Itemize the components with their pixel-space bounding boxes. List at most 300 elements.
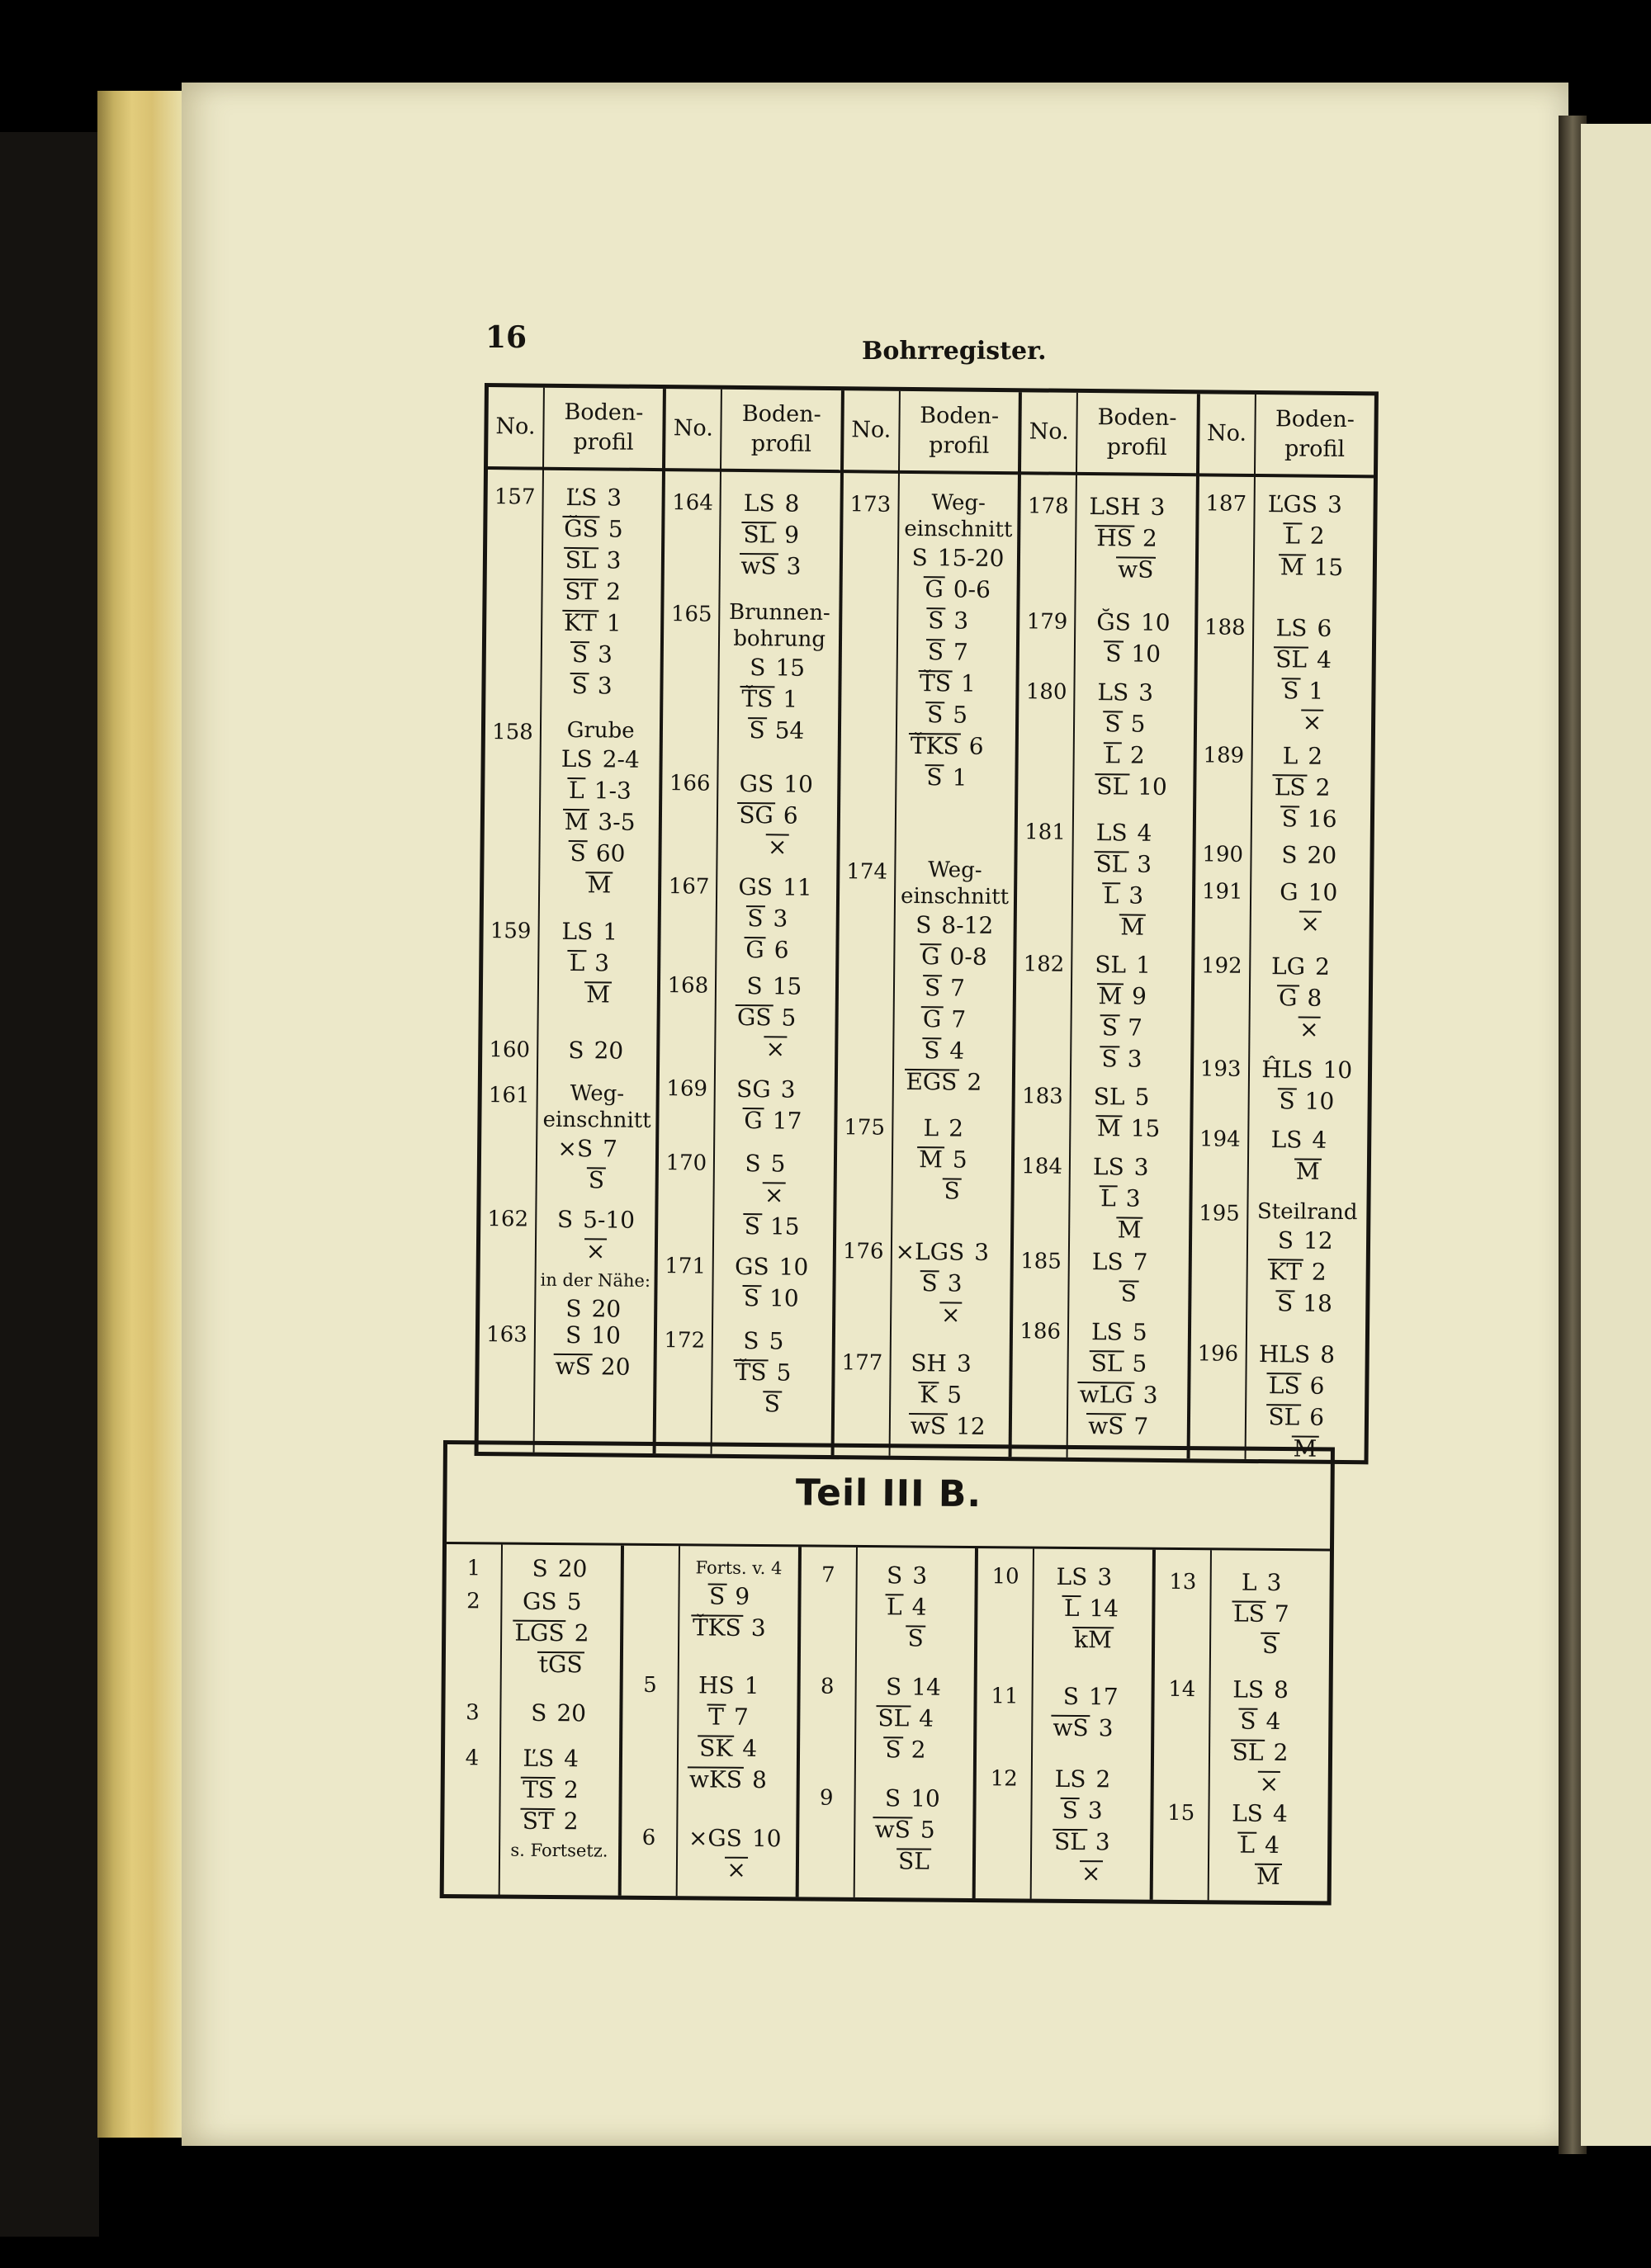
profile-layer: [523, 1774, 597, 1807]
layer-symbol: G: [744, 1105, 763, 1136]
layer-symbol: M: [1256, 1861, 1280, 1892]
profile-layer: [875, 1814, 953, 1846]
layer-thickness: 3: [597, 672, 613, 700]
layer-symbol: S: [1279, 1085, 1295, 1117]
soil-profile: [1251, 1198, 1364, 1320]
profile-layer: [708, 1702, 767, 1734]
layer-symbol: ×: [1299, 1014, 1319, 1046]
profile-note: einschnitt: [904, 516, 1013, 543]
profile-layer: [928, 605, 987, 637]
profile-layer: [1118, 1214, 1142, 1245]
soil-profile: [1079, 607, 1191, 670]
layer-symbol: LS: [1233, 1599, 1265, 1630]
soil-profile: [894, 1348, 1006, 1443]
profile-layer: [561, 916, 636, 948]
profile-column: [1068, 393, 1197, 1458]
layer-symbol: S: [532, 1554, 548, 1582]
number-body: [1156, 1550, 1210, 1826]
profile-column: [535, 388, 664, 1453]
profile-layer: [1256, 1861, 1280, 1892]
profile-layer: [749, 715, 808, 747]
layer-symbol: M: [586, 979, 610, 1010]
layer-thickness: 1: [744, 1671, 759, 1700]
profile-layer: [699, 1732, 775, 1765]
layer-symbol: S: [747, 903, 764, 934]
layer-thickness: 5: [770, 1150, 786, 1178]
profile-layer: [1096, 522, 1176, 555]
layer-thickness: 6: [968, 732, 984, 760]
profile-layer: [1259, 1769, 1279, 1800]
table-column: [798, 1547, 978, 1898]
soil-profile: [721, 768, 834, 863]
profile-layer: [898, 1845, 930, 1877]
layer-symbol: S: [572, 639, 589, 670]
teil-3b-columns: [444, 1542, 1330, 1901]
layer-symbol: LS: [1056, 1562, 1088, 1591]
layer-thickness: 2: [1315, 773, 1331, 801]
layer-thickness: 3: [912, 1562, 928, 1590]
layer-thickness: 4: [1264, 1831, 1280, 1859]
layer-symbol: ŤKS: [911, 730, 959, 763]
layer-symbol: SL: [1275, 644, 1307, 675]
soil-profile: [1074, 1081, 1186, 1145]
layer-thickness: 7: [1133, 1248, 1148, 1276]
layer-thickness: 20: [557, 1555, 588, 1583]
layer-symbol: S: [709, 1581, 725, 1613]
layer-thickness: 15: [1313, 553, 1344, 581]
layer-thickness: 6: [783, 801, 798, 829]
layer-thickness: 3: [1095, 1828, 1110, 1856]
layer-symbol: LS: [1091, 1248, 1124, 1276]
profile-layer: [1269, 1256, 1345, 1288]
layer-symbol: GS: [739, 769, 774, 798]
layer-symbol: M: [1097, 1113, 1121, 1144]
header-profile: Boden- profil: [721, 390, 840, 473]
soil-profile: [897, 857, 1011, 1099]
layer-symbol: L: [569, 947, 584, 979]
layer-symbol: S: [744, 1283, 760, 1314]
layer-thickness: 8-12: [941, 911, 994, 939]
bore-number: 180: [1025, 679, 1067, 705]
profile-body: [503, 1545, 621, 1861]
layer-symbol: LG: [1270, 952, 1306, 980]
bore-number: 165: [670, 602, 712, 627]
layer-thickness: 5: [920, 1816, 935, 1844]
profile-layer: [1232, 1675, 1307, 1707]
layer-symbol: KT: [564, 607, 597, 639]
profile-note: Grube: [566, 717, 635, 744]
layer-symbol: M: [1296, 1155, 1320, 1187]
layer-thickness: 10: [778, 1253, 809, 1281]
layer-symbol: LS: [1092, 1153, 1124, 1181]
layer-symbol: G: [923, 1004, 942, 1035]
profile-layer: [1093, 1151, 1167, 1184]
layer-symbol: ×: [726, 1855, 746, 1886]
layer-symbol: S: [885, 1734, 901, 1765]
profile-body: [858, 1547, 976, 1875]
profile-layer: [944, 1175, 960, 1207]
layer-symbol: SL: [743, 519, 774, 550]
profile-body: [1212, 1550, 1330, 1890]
bore-number: 158: [491, 720, 533, 745]
bore-number: 172: [664, 1328, 706, 1354]
layer-thickness: 2: [1273, 1738, 1289, 1767]
layer-thickness: 3: [597, 640, 613, 669]
layer-symbol: wS: [740, 550, 777, 582]
profile-layer: [589, 1165, 605, 1196]
soil-profile: [860, 1560, 972, 1655]
bore-number: 1: [466, 1556, 481, 1581]
layer-symbol: S: [750, 654, 766, 682]
soil-profile: [1037, 1681, 1148, 1745]
layer-thickness: 6: [1309, 1403, 1325, 1431]
profile-layer: [1054, 1826, 1128, 1859]
layer-thickness: 1: [603, 918, 618, 946]
layer-thickness: 3: [1142, 1381, 1158, 1409]
soil-profile: [858, 1783, 970, 1878]
layer-thickness: 7: [733, 1703, 749, 1731]
profile-layer: [911, 730, 1002, 763]
layer-thickness: 5: [769, 1327, 784, 1355]
layer-thickness: 3: [1097, 1563, 1113, 1591]
bore-number: 161: [488, 1083, 530, 1108]
profile-layer: [1102, 1012, 1161, 1044]
bore-number: 169: [666, 1076, 708, 1102]
profile-layer: [693, 1612, 784, 1644]
soil-profile: [1213, 1798, 1325, 1892]
layer-thickness: 14: [1089, 1595, 1119, 1623]
bore-number: 181: [1024, 820, 1066, 845]
profile-layer: [764, 1388, 780, 1420]
bore-number: 174: [846, 859, 888, 885]
layer-thickness: 4: [949, 1037, 965, 1065]
layer-thickness: 4: [1137, 819, 1152, 847]
profile-layer: [878, 1703, 952, 1735]
layer-thickness: 6: [1317, 614, 1332, 642]
profile-layer: [1101, 1043, 1161, 1075]
layer-symbol: ×: [1303, 707, 1322, 739]
profile-column: [500, 1545, 621, 1896]
layer-symbol: S: [925, 972, 941, 1004]
profile-column: [1209, 1550, 1330, 1901]
layer-symbol: wS: [1118, 554, 1154, 585]
profile-layer: [1239, 1830, 1298, 1862]
layer-symbol: S: [1121, 1278, 1138, 1309]
layer-thickness: 60: [595, 839, 626, 867]
profile-layer: [745, 934, 807, 966]
layer-thickness: 12: [1303, 1226, 1333, 1254]
layer-symbol: T: [708, 1702, 724, 1733]
layer-thickness: 3: [1266, 1568, 1282, 1596]
soil-profile: [1252, 1054, 1365, 1117]
profile-layer: [1097, 1113, 1164, 1145]
profile-layer: [747, 903, 807, 935]
soil-profile: [542, 916, 655, 1011]
table-column: [976, 1548, 1156, 1900]
profile-layer: [565, 545, 640, 577]
layer-thickness: 7: [602, 1135, 618, 1163]
layer-symbol: S: [749, 715, 765, 746]
layer-thickness: 3: [1125, 1184, 1141, 1212]
profile-layer: [1094, 1081, 1168, 1113]
soil-profile: [896, 1113, 1008, 1207]
profile-layer: [1303, 707, 1322, 739]
layer-symbol: wKS: [689, 1764, 742, 1796]
profile-layer: [768, 831, 788, 862]
layer-thickness: 8: [1320, 1340, 1336, 1368]
profile-layer: [886, 1671, 944, 1703]
soil-profile: [722, 599, 835, 747]
layer-symbol: ×: [586, 1236, 606, 1267]
layer-symbol: wS: [556, 1351, 592, 1382]
header-profile: Boden- profil: [900, 391, 1019, 475]
layer-symbol: S: [921, 1268, 938, 1299]
layer-symbol: S: [1102, 1012, 1119, 1043]
profile-layer: [744, 1283, 803, 1315]
bore-number: 14: [1168, 1676, 1196, 1703]
profile-note: Forts. v. 4: [695, 1557, 783, 1579]
table-column: [621, 1546, 801, 1897]
layer-symbol: LS: [1269, 1370, 1300, 1401]
profile-layer: [744, 1105, 806, 1137]
profile-layer: [556, 1351, 635, 1383]
bore-number: 170: [665, 1151, 707, 1176]
soil-profile: [542, 1035, 654, 1067]
layer-thickness: 3: [1150, 493, 1166, 521]
layer-symbol: L: [923, 1114, 939, 1142]
layer-thickness: 2: [1129, 741, 1145, 769]
profile-note: Weg-: [570, 1081, 625, 1107]
profile-layer: [569, 775, 632, 807]
soil-profile: [545, 482, 659, 702]
profile-note: bohrung: [733, 626, 826, 652]
profile-note: in der Nähe:: [540, 1269, 651, 1291]
layer-thickness: 3: [1128, 881, 1144, 910]
profile-layer: [1118, 554, 1154, 585]
profile-layer: [1090, 1348, 1165, 1380]
layer-symbol: G: [745, 934, 764, 966]
layer-thickness: 4: [1272, 1799, 1288, 1828]
profile-layer: [1062, 1795, 1121, 1827]
layer-thickness: 2: [911, 1736, 926, 1764]
layer-symbol: LS: [1275, 772, 1306, 803]
layer-symbol: ĤLS: [1261, 1056, 1313, 1084]
soil-profile: [719, 971, 831, 1065]
bore-number: 175: [844, 1115, 886, 1141]
layer-thickness: 5: [1134, 1083, 1150, 1111]
layer-thickness: 4: [919, 1704, 934, 1732]
profile-note: Weg-: [931, 490, 986, 516]
layer-thickness: 5: [1130, 710, 1146, 738]
layer-thickness: 9: [1131, 982, 1147, 1010]
profile-layer: [911, 542, 1004, 574]
layer-symbol: wS: [1088, 1410, 1124, 1442]
profile-column: [890, 391, 1019, 1457]
profile-layer: [885, 1783, 944, 1815]
layer-symbol: ĽGS: [1267, 490, 1318, 518]
layer-thickness: 15: [772, 972, 802, 1000]
profile-layer: [1284, 520, 1343, 552]
soil-profile: [900, 489, 1015, 794]
layer-symbol: wS: [1053, 1713, 1088, 1744]
profile-layer: [1240, 1706, 1299, 1738]
layer-thickness: 2: [1308, 742, 1323, 770]
soil-profile: [1071, 1316, 1185, 1443]
layer-thickness: 20: [556, 1699, 587, 1727]
profile-layer: [539, 1649, 583, 1680]
bore-number: 163: [485, 1322, 527, 1348]
layer-thickness: 2-4: [602, 745, 640, 773]
teil-3b-table: [440, 1440, 1335, 1905]
profile-body: [1034, 1549, 1152, 1888]
layer-symbol: M: [1280, 551, 1304, 583]
layer-symbol: ŤKS: [693, 1612, 741, 1643]
profile-layer: [1281, 839, 1341, 872]
table-column: [834, 390, 1022, 1457]
profile-layer: [565, 576, 639, 608]
soil-profile: [1213, 1674, 1326, 1800]
layer-thickness: 3: [607, 484, 622, 512]
soil-profile: [504, 1743, 616, 1864]
layer-thickness: 3: [750, 1614, 766, 1642]
layer-symbol: SL: [898, 1845, 930, 1877]
layer-symbol: S: [915, 911, 932, 939]
layer-symbol: S: [745, 1211, 761, 1242]
bore-number: 176: [842, 1239, 884, 1264]
layer-symbol: LS: [1232, 1799, 1264, 1827]
layer-symbol: ×: [1081, 1858, 1101, 1889]
bore-number: 177: [841, 1350, 883, 1376]
profile-layer: [565, 482, 640, 514]
layer-symbol: ŤS: [920, 668, 951, 699]
profile-layer: [1280, 551, 1347, 584]
layer-symbol: kM: [1074, 1624, 1112, 1656]
bore-number: 184: [1021, 1154, 1063, 1179]
profile-layer: [887, 1591, 945, 1623]
layer-thickness: 2: [606, 578, 622, 606]
page-number: 16: [485, 320, 527, 355]
bore-number: 3: [466, 1700, 480, 1726]
layer-symbol: SK: [699, 1732, 732, 1764]
facing-page-edge: [1581, 124, 1651, 2146]
profile-layer: [1095, 949, 1169, 981]
layer-thickness: 10: [769, 1284, 799, 1312]
layer-symbol: LS: [1095, 819, 1128, 847]
layer-symbol: K: [920, 1379, 937, 1410]
layer-thickness: 7: [951, 1005, 967, 1033]
layer-symbol: ×: [768, 831, 788, 862]
page-stack: [97, 91, 188, 2138]
bore-number: 195: [1199, 1201, 1240, 1226]
soil-profile: [506, 1553, 617, 1585]
header-no: No.: [488, 387, 543, 470]
soil-profile: [683, 1554, 795, 1644]
layer-thickness: 4: [742, 1734, 758, 1762]
profile-note: Weg-: [928, 858, 982, 883]
bore-number: 168: [667, 973, 709, 999]
header-no: No.: [1199, 394, 1255, 477]
layer-thickness: 4: [911, 1593, 927, 1621]
soil-profile: [539, 1204, 652, 1325]
profile-body: [680, 1546, 798, 1883]
profile-layer: [523, 1806, 597, 1838]
profile-layer: [920, 1379, 980, 1411]
layer-symbol: LS: [1097, 678, 1129, 706]
layer-symbol: S: [924, 1035, 940, 1066]
profile-layer: [557, 1133, 636, 1165]
profile-layer: [887, 1560, 945, 1592]
bore-number: 15: [1167, 1800, 1195, 1826]
bore-number: 182: [1023, 952, 1065, 977]
layer-symbol: HLS: [1258, 1340, 1311, 1368]
profile-layer: [1242, 1567, 1300, 1599]
number-column: [834, 390, 900, 1456]
profile-layer: [1096, 607, 1174, 639]
layer-thickness: 5: [1132, 1349, 1147, 1377]
layer-symbol: S: [1277, 1288, 1294, 1319]
layer-thickness: 5: [947, 1381, 963, 1409]
profile-layer: [739, 800, 816, 832]
number-body: [624, 1546, 679, 1851]
number-column: [798, 1547, 857, 1897]
layer-symbol: LS: [561, 917, 594, 946]
layer-thickness: 54: [774, 716, 805, 744]
bore-number: 11: [991, 1684, 1019, 1709]
soil-profile: [719, 1074, 831, 1137]
profile-layer: [586, 979, 610, 1010]
soil-profile: [1255, 740, 1367, 835]
bore-number: 160: [489, 1037, 531, 1063]
bore-number: 185: [1020, 1249, 1062, 1274]
number-body: [978, 1548, 1033, 1792]
teil-3a-table: [475, 383, 1379, 1464]
header-profile: Boden- profil: [1256, 395, 1374, 478]
profile-layer: [1097, 677, 1171, 709]
profile-column: [1246, 395, 1374, 1460]
header-no: No.: [844, 390, 899, 474]
layer-symbol: GS: [738, 872, 773, 901]
layer-symbol: G: [1279, 982, 1298, 1014]
profile-layer: [924, 1035, 983, 1067]
layer-symbol: L: [1104, 880, 1119, 911]
layer-thickness: 2: [563, 1807, 579, 1836]
profile-layer: [925, 972, 984, 1004]
layer-thickness: 7: [1127, 1014, 1143, 1042]
layer-thickness: 15: [769, 1212, 800, 1240]
layer-thickness: 7: [949, 974, 966, 1002]
profile-layer: [735, 1357, 809, 1389]
layer-thickness: 1-3: [594, 777, 632, 805]
layer-thickness: 10: [751, 1824, 782, 1853]
layer-symbol: ĽS: [565, 483, 598, 512]
layer-thickness: 3: [1087, 1797, 1103, 1825]
profile-layer: [1296, 1155, 1320, 1187]
layer-symbol: S: [1240, 1706, 1256, 1737]
layer-thickness: 10: [1304, 1087, 1335, 1115]
layer-symbol: S: [944, 1175, 960, 1207]
profile-layer: [1080, 1379, 1176, 1411]
soil-profile: [1257, 489, 1370, 584]
profile-layer: [531, 1698, 589, 1730]
layer-symbol: S: [1281, 841, 1298, 869]
profile-layer: [920, 668, 994, 700]
layer-thickness: 6: [1309, 1372, 1325, 1400]
profile-layer: [885, 1734, 944, 1766]
layer-thickness: 9: [784, 521, 800, 549]
profile-layer: [1283, 740, 1341, 773]
table-column: [656, 389, 844, 1455]
layer-thickness: 3: [1127, 1045, 1142, 1073]
